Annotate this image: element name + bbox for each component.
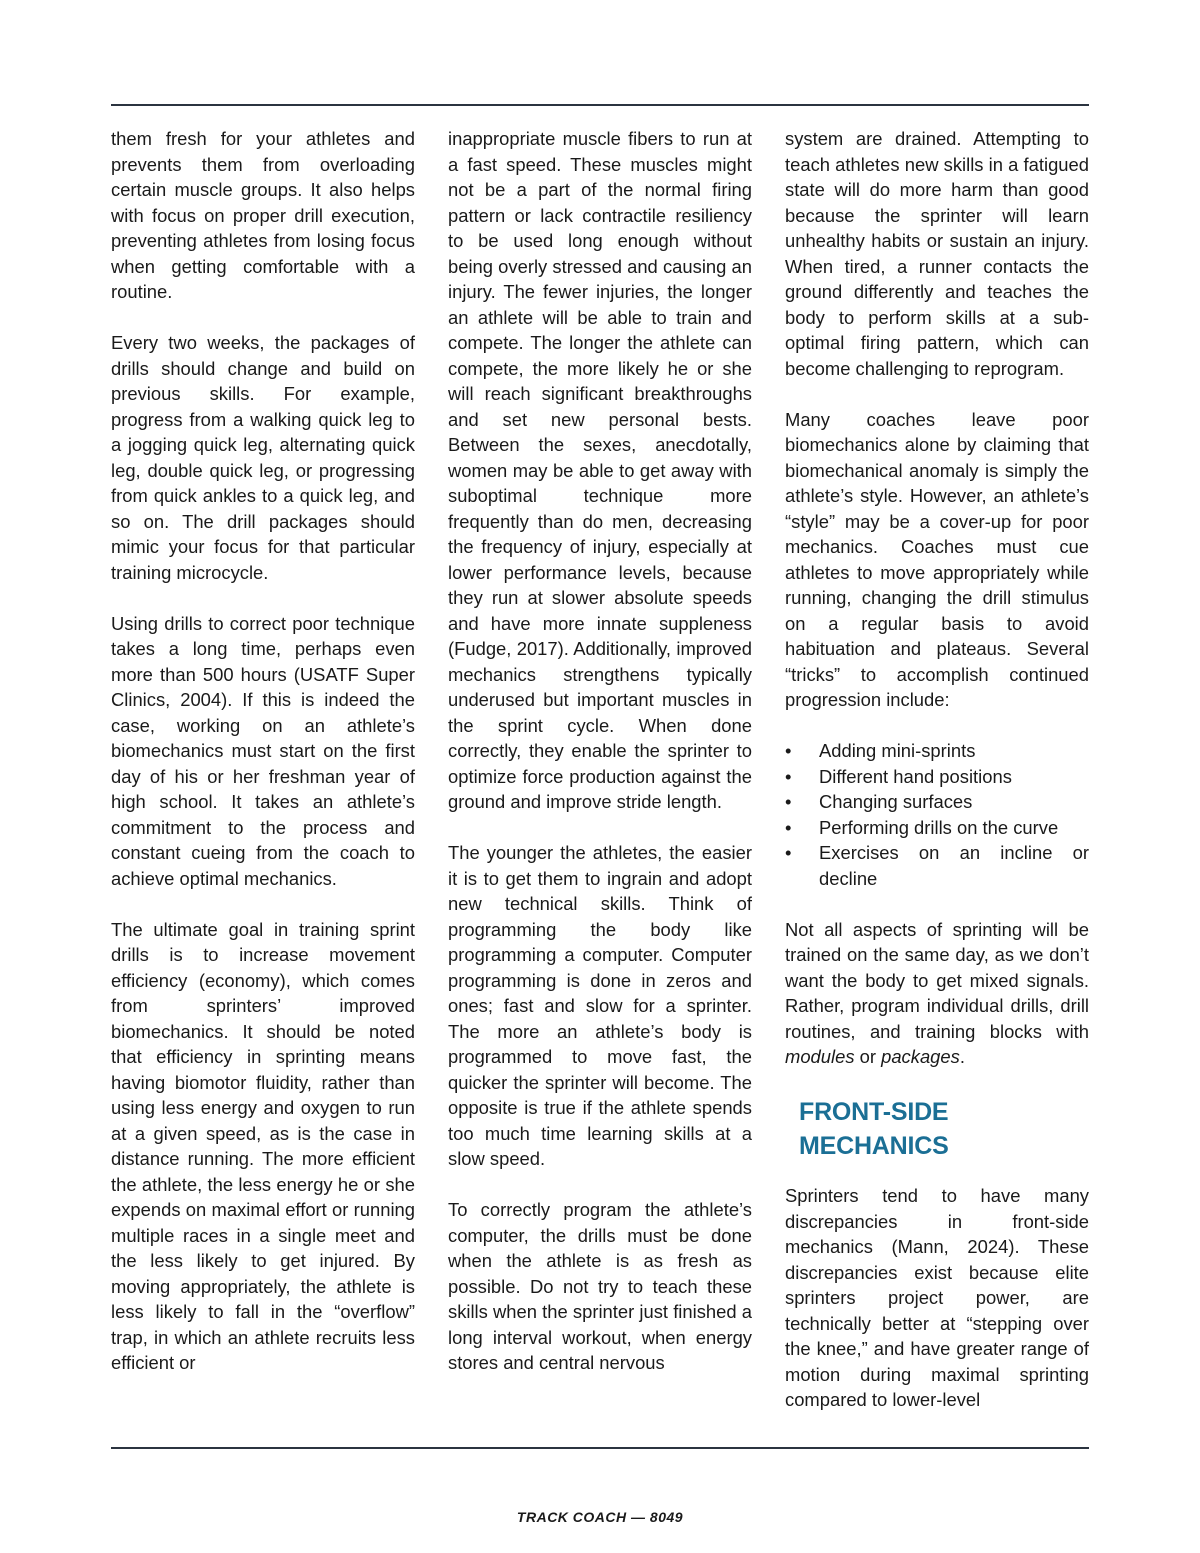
paragraph <box>785 917 1089 1070</box>
bullet-icon: • <box>785 816 792 838</box>
emphasis-text: packages <box>881 1046 960 1067</box>
list-item-text: Performing drills on the curve <box>819 816 1059 838</box>
section-heading: FRONT-SIDE MECHANICS <box>799 1098 949 1160</box>
bottom-rule <box>111 1447 1089 1449</box>
list-item <box>785 789 1089 815</box>
list-item-text: Different hand positions <box>819 765 1012 787</box>
list-item <box>785 738 1089 764</box>
paragraph: Using drills to correct poor technique takes a long time, perhaps even more than 500 hours (USATF Super Clinics, 2004). If this is indeed the case, working on an athlete’s biomechanics must start on the first day of his or her freshman year of high school. It takes an athlete’s commitment to the process and constant cueing from the coach to achieve optimal mechanics. <box>111 612 415 889</box>
list-item <box>785 815 1089 841</box>
bullet-icon: • <box>785 765 792 787</box>
bullet-list <box>785 738 1089 891</box>
paragraph-text: or <box>854 1046 882 1067</box>
bullet-icon: • <box>785 791 792 812</box>
list-item-text: Changing surfaces <box>819 791 973 812</box>
paragraph: them fresh for your athletes and prevents them from overloading certain muscle groups. It also helps with focus on proper drill execution, preventing athletes from losing focus when getting comfortable with a routine. <box>111 128 415 302</box>
column-3 <box>785 126 1089 1413</box>
paragraph: The younger the athletes, the easier it is to get them to ingrain and adopt new technical skills. Think of programming the body like programming a computer. Computer programming is done in zeros and ones; fast and slow for a sprinter. The more an athlete’s body is programmed to move fast, the quicker the sprinter will become. The opposite is true if the athlete spends too much time learning skills at a slow speed. <box>448 842 752 1169</box>
bullet-icon: • <box>785 740 792 761</box>
top-rule <box>111 104 1089 106</box>
emphasis-text: modules <box>785 1046 855 1067</box>
paragraph: Every two weeks, the packages of drills should change and build on previous skills. For example, progress from a walking quick leg to a jogging quick leg, alternating quick leg, double quick leg, or progressing from quick ankles to a quick leg, and so on. The drill packages should mimic your focus for that particular training microcycle. <box>111 332 415 583</box>
list-item-text: Exercises on an incline or decline <box>819 842 1089 889</box>
paragraph: inappropriate muscle fibers to run at a fast speed. These muscles might not be a part of the normal firing pattern or lack contractile resiliency to be used long enough without being overly stressed and causing an injury. The fewer injuries, the longer an athlete will be able to train and compete. The longer the athlete can compete, the more likely he or she will reach significant breakthroughs and set new personal bests. Between the sexes, anecdotally, women may be able to get away with suboptimal technique more frequently than do men, decreasing the frequency of injury, especially at lower performance levels, because they run at slower absolute speeds and have more innate suppleness (Fudge, 2017). Additionally, improved mechanics strengthens typically underused but important muscles in the sprint cycle. When done correctly, they enable the sprinter to optimize force production against the ground and improve stride length. <box>448 128 752 812</box>
paragraph: Sprinters tend to have many discrepancies in front-side mechanics (Mann, 2024). These discrepancies exist because elite sprinters project power, are technically better at “stepping over the knee,” and have greater range of motion during maximal sprinting compared to lower-level <box>785 1185 1089 1410</box>
bullet-icon: • <box>785 842 792 863</box>
paragraph: The ultimate goal in training sprint drills is to increase movement efficiency (economy), which comes from sprinters’ improved biomechanics. It should be noted that efficiency in sprinting means having biomotor fluidity, rather than using less energy and oxygen to run at a given speed, as is the case in distance running. The more efficient the athlete, the less energy he or she expends on maximal effort or running multiple races in a single meet and the less likely to get injured. By moving appropriately, the athlete is less likely to fall in the “overflow” trap, in which an athlete recruits less efficient or <box>111 918 415 1373</box>
paragraph-text: . <box>959 1046 965 1067</box>
column-1 <box>111 126 415 1376</box>
column-2 <box>448 126 752 1376</box>
paragraph: Many coaches leave poor biomechanics alone by claiming that biomechanical anomaly is simply the athlete’s style. However, an athlete’s “style” may be a cover-up for poor mechanics. Coaches must cue athletes to move appropriately while running, changing the drill stimulus on a regular basis to avoid habituation and plateaus. Several “tricks” to accomplish continued progression include: <box>785 408 1089 710</box>
paragraph: To correctly program the athlete’s computer, the drills must be done when the athlete is as fresh as possible. Do not try to teach these skills when the sprinter just finished a long interval workout, when energy stores and central nervous <box>448 1199 752 1373</box>
list-item-text: Adding mini-sprints <box>819 740 976 761</box>
paragraph: system are drained. Attempting to teach athletes new skills in a fatigued state will do more harm than good because the sprinter will learn unhealthy habits or sustain an injury. When tired, a runner contacts the ground differently and teaches the body to perform skills at a sub-optimal firing pattern, which can become challenging to reprogram. <box>785 128 1089 379</box>
list-item <box>785 840 1089 891</box>
page-footer: TRACK COACH — 8049 <box>516 1509 684 1525</box>
paragraph-text: Not all aspects of sprinting will be trained on the same day, as we don’t want the body to get mixed signals. Rather, program individual drills, drill routines, and training blocks with <box>785 918 1089 1042</box>
list-item <box>785 764 1089 790</box>
